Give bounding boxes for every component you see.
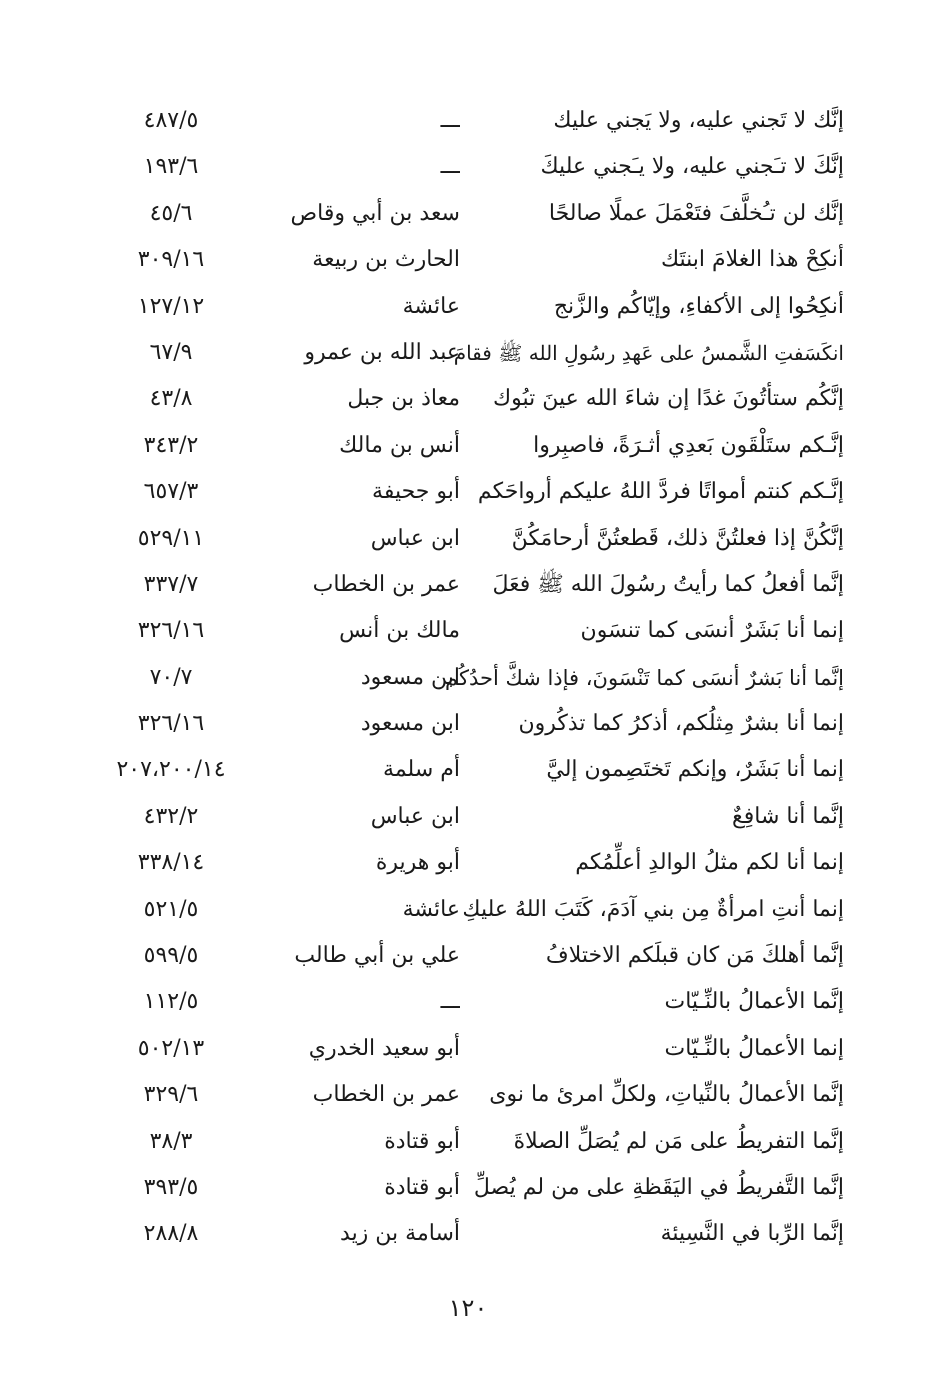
volume-page-reference: ١١٢/٥	[143, 989, 199, 1015]
index-row	[0, 1165, 936, 1211]
narrator-name: أبو قتادة	[384, 1128, 460, 1154]
index-row	[0, 747, 936, 793]
hadith-text: إنَّـكم كنتم أمواتًا فردَّ اللهُ عليكم أرواحَكم	[477, 479, 844, 505]
hadith-text: إنَّما أفعلُ كما رأيتُ رسُولَ الله ﷺ فعَلَ	[492, 571, 844, 597]
index-row	[0, 887, 936, 933]
hadith-text: إنما أنا لكم مثلُ الوالدِ أعلِّمُكم	[575, 850, 844, 876]
index-row	[0, 562, 936, 608]
narrator-name: الحارث بن ربيعة	[312, 247, 460, 273]
narrator-name: علي بن أبي طالب	[294, 943, 460, 969]
narrator-name: سعد بن أبي وقاص	[290, 200, 460, 226]
narrator-name: أبو سعيد الخدري	[308, 1035, 460, 1061]
volume-page-reference: ٤٥/٦	[149, 200, 193, 226]
hadith-text: إنما أنتِ امرأةٌ مِن بني آدَمَ، كَتَبَ اللهُ عليكِ	[462, 896, 844, 922]
index-row	[0, 840, 936, 886]
hadith-text: إنَّما أهلكَ مَن كان قبلَكم الاختلافُ	[545, 943, 844, 969]
volume-page-reference: ٣٨/٣	[149, 1128, 193, 1154]
narrator-name: ابن مسعود	[360, 711, 460, 737]
narrator-name: أسامة بن زيد	[340, 1221, 460, 1247]
volume-page-reference: ٣٤٣/٢	[143, 432, 199, 458]
hadith-text: إنَّما التفريطُ على مَن لم يُصَلِّ الصلاةَ	[513, 1128, 844, 1154]
narrator-name: أم سلمة	[383, 757, 460, 783]
volume-page-reference: ٥٢٩/١١	[137, 525, 205, 551]
hadith-text: إنما الأعمالُ بالنِّـيّات	[664, 1035, 844, 1061]
narrator-name: معاذ بن جبل	[347, 386, 460, 412]
volume-page-reference: ٦٥٧/٣	[143, 479, 199, 505]
hadith-text: إنَّما الرِّبا في النَّسِيئة	[660, 1221, 844, 1247]
index-row	[0, 98, 936, 144]
narrator-name: أبو جحيفة	[372, 479, 460, 505]
volume-page-reference: ٥٢١/٥	[143, 896, 199, 922]
narrator-name: عبد الله بن عمرو	[304, 339, 460, 365]
hadith-text: انكَسَفتِ الشَّمسُ على عَهدِ رسُولِ الله ﷺ فقامَ	[453, 340, 844, 365]
index-row	[0, 979, 936, 1025]
index-row	[0, 794, 936, 840]
page-number: ١٢٠	[448, 1294, 488, 1322]
volume-page-reference: ٢٠٧،٢٠٠/١٤	[116, 757, 226, 783]
index-row	[0, 1026, 936, 1072]
hadith-text: أنكِحُوا إلى الأكفاءِ، وإيّاكُم والزَّنج	[553, 293, 844, 319]
hadith-text: إنَّـكم ستَلْقَون بَعدِي أثـرَةً، فاصبِروا	[533, 432, 844, 458]
narrator-name: ابن عباس	[370, 525, 460, 551]
narrator-name: ـــ	[440, 108, 460, 133]
index-row	[0, 701, 936, 747]
narrator-name: أبو هريرة	[375, 850, 460, 876]
narrator-name: أبو قتادة	[384, 1174, 460, 1200]
volume-page-reference: ٦٧/٩	[149, 339, 193, 365]
narrator-name: ـــ	[440, 154, 460, 180]
narrator-name: عمر بن الخطاب	[312, 1082, 460, 1108]
volume-page-reference: ٤٨٧/٥	[143, 108, 199, 133]
volume-page-reference: ٤٣٢/٢	[143, 803, 199, 829]
volume-page-reference: ٣٠٩/١٦	[137, 247, 205, 273]
index-row	[0, 608, 936, 654]
index-row	[0, 423, 936, 469]
volume-page-reference: ٣٢٩/٦	[143, 1082, 199, 1108]
index-row	[0, 237, 936, 283]
volume-page-reference: ٣٢٦/١٦	[137, 711, 205, 737]
volume-page-reference: ٢٨٨/٨	[143, 1221, 199, 1247]
narrator-name: مالك بن أنس	[339, 618, 460, 644]
index-row	[0, 1119, 936, 1165]
narrator-name: أنس بن مالك	[339, 432, 460, 458]
index-row	[0, 191, 936, 237]
narrator-name: ـــ	[440, 989, 460, 1015]
index-row	[0, 655, 936, 701]
hadith-text: إنَّما الأعمالُ بالنِّـيّات	[664, 989, 844, 1015]
narrator-name: ابن مسعود	[360, 664, 460, 690]
hadith-text: إنَّك لن تـُخلَّفَ فتَعْمَلَ عملًا صالحًا	[548, 200, 844, 226]
hadith-text: إنَّك لا تَجني عليه، ولا يَجني عليك	[553, 108, 844, 133]
index-row	[0, 144, 936, 190]
volume-page-reference: ٥٠٢/١٣	[137, 1035, 205, 1061]
hadith-text: إنَّكُم ستأتُونَ غدًا إن شاءَ الله عينَ تبُوك	[493, 386, 844, 412]
volume-page-reference: ٣٢٦/١٦	[137, 618, 205, 644]
hadith-text: إنما أنا بَشَرٌ، وإنكم تَختَصِمون إليَّ	[546, 757, 844, 783]
hadith-text: إنما أنا بَشَرٌ أنسَى كما تنسَون	[580, 618, 844, 644]
volume-page-reference: ٣٣٨/١٤	[137, 850, 205, 876]
index-row	[0, 516, 936, 562]
volume-page-reference: ٣٣٧/٧	[143, 571, 199, 597]
narrator-name: عائشة	[402, 896, 460, 922]
hadith-text: إنَّكَ لا تـَجني عليه، ولا يـَجني عليكَ	[540, 154, 844, 180]
hadith-text: إنَّما التَّفريطُ في اليَقَظةِ على من لم يُصلِّ	[473, 1174, 844, 1200]
narrator-name: عمر بن الخطاب	[312, 571, 460, 597]
hadith-text: إنما أنا بشرٌ مِثلُكم، أذكرُ كما تذكُرون	[518, 711, 844, 737]
hadith-text: إنَّكُنَّ إذا فعلتُنَّ ذلك، قَطعتُنَّ أرحامَكُنَّ	[511, 525, 844, 551]
volume-page-reference: ٥٩٩/٥	[143, 943, 199, 969]
volume-page-reference: ١٩٣/٦	[143, 154, 199, 180]
volume-page-reference: ١٢٧/١٢	[137, 293, 205, 319]
index-row	[0, 469, 936, 515]
volume-page-reference: ٣٩٣/٥	[143, 1174, 199, 1200]
index-row	[0, 1072, 936, 1118]
narrator-name: عائشة	[402, 293, 460, 319]
hadith-text: أنكِحْ هذا الغلامَ ابنتَك	[660, 247, 844, 273]
index-row	[0, 1211, 936, 1257]
hadith-text: إنَّما أنا شافِعٌ	[732, 803, 844, 829]
hadith-text: إنَّما الأعمالُ بالنِّياتِ، ولكلِّ امرئ ما نوى	[489, 1082, 844, 1108]
index-row	[0, 330, 936, 376]
index-row	[0, 284, 936, 330]
hadith-index-table	[0, 98, 936, 1258]
hadith-text: إنَّما أنا بَشرٌ أنسَى كما تَنْسَونَ، فإذا شكَّ أحدُكُم	[444, 665, 844, 690]
index-row	[0, 933, 936, 979]
narrator-name: ابن عباس	[370, 803, 460, 829]
volume-page-reference: ٤٣/٨	[149, 386, 193, 412]
index-row	[0, 376, 936, 422]
volume-page-reference: ٧٠/٧	[149, 664, 193, 690]
